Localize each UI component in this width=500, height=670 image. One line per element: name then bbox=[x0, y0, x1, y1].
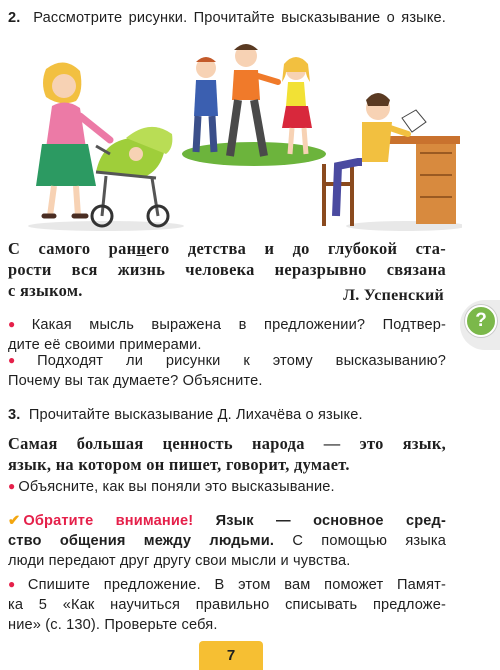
question-1: ● Какая мысль выражена в предложении? Подтвер- дите её своими примерами. bbox=[8, 317, 447, 353]
boy-reading-at-desk-figure bbox=[324, 93, 462, 231]
bullet-icon: ● bbox=[8, 353, 35, 367]
quote-line-3: с языком. bbox=[8, 281, 83, 300]
mother-with-stroller-figure bbox=[28, 62, 184, 231]
side-help-tab[interactable] bbox=[460, 300, 500, 350]
bullet-icon: ● bbox=[8, 317, 29, 331]
attention-note: ✔ Обратите внимание! Язык — основное сред- ство общения между людьми. С помощью языка люди передают друг другу свои мысли и чувства. bbox=[8, 513, 446, 569]
question-2: ● Подходят ли рисунки к этому высказыванию? Почему вы так думаете? Объясните. bbox=[8, 353, 446, 389]
task-text: Прочитайте высказывание Д. Лихачёва о языке. bbox=[28, 407, 363, 423]
illustration bbox=[6, 44, 462, 234]
page-number: 7 bbox=[199, 641, 263, 670]
checkmark-icon: ✔ bbox=[8, 513, 21, 529]
bullet-icon: ● bbox=[8, 577, 25, 591]
task-text: Рассмотрите рисунки. Прочитайте высказывание о языке. bbox=[33, 10, 446, 26]
copy-task: ● Спишите предложение. В этом вам поможет Памят- ка 5 «Как научиться правильно списывать предложе- ние» (с. 130). Проверьте себя. bbox=[8, 577, 446, 633]
bullet-icon: ● bbox=[8, 479, 16, 493]
task-3-instruction bbox=[8, 405, 446, 425]
note-heading: Обратите внимание! bbox=[23, 513, 194, 529]
children-talking-figure bbox=[182, 44, 326, 166]
question-mark-icon[interactable]: ? bbox=[465, 305, 497, 337]
question-3: ● Объясните, как вы поняли это высказывание. bbox=[8, 479, 335, 495]
task-number: 3. bbox=[8, 407, 21, 423]
quote-author: Л. Успенский bbox=[343, 287, 444, 304]
quote-likhachev: Самая большая ценность народа — это язык, язык, на котором он пишет, говорит, думает. bbox=[8, 434, 446, 474]
quote-line-2: рости вся жизнь человека неразрывно связана bbox=[8, 260, 446, 279]
quote-line-1: С самого раннего детства и до глубокой ста- bbox=[8, 239, 446, 258]
task-number: 2. bbox=[8, 10, 21, 26]
task-2-instruction bbox=[8, 8, 446, 28]
